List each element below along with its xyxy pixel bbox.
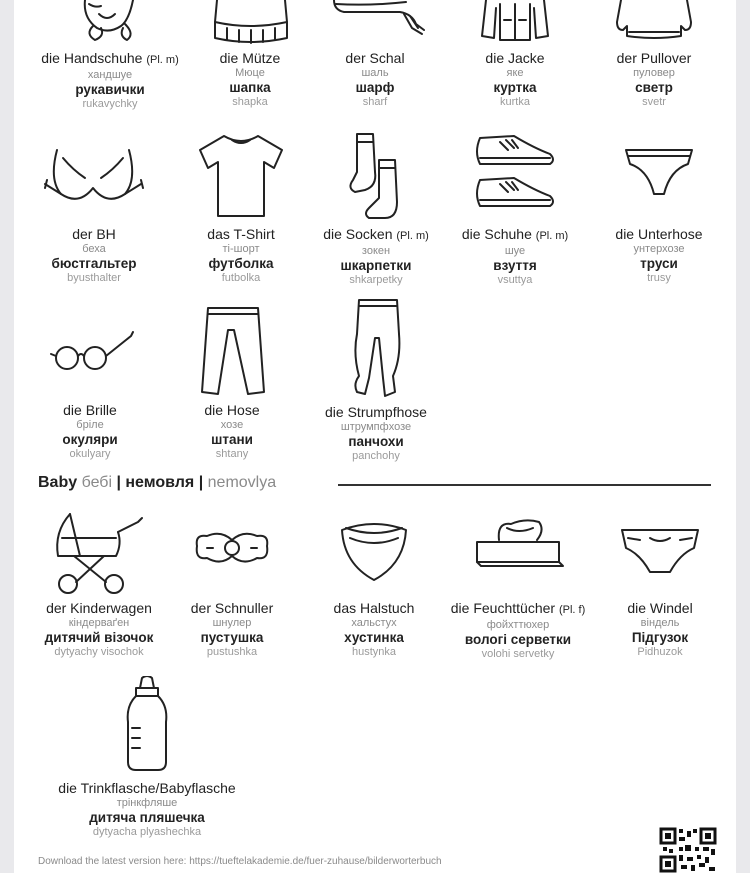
trousers-icon: [178, 306, 286, 402]
ukrainian-word: окуляри: [62, 432, 118, 447]
item-shoes: [450, 132, 580, 287]
transcription: хозе: [220, 419, 244, 431]
glasses-icon: [35, 318, 145, 402]
german-word: die Windel: [627, 600, 693, 616]
gloves-icon: [55, 0, 165, 50]
german-word: der Pullover: [616, 50, 692, 66]
german-word: der BH: [72, 226, 116, 242]
transcription: фойхттюхер: [486, 619, 550, 631]
item-sweater: [590, 0, 718, 109]
transliteration: byusthalter: [67, 272, 121, 284]
transliteration: okulyary: [69, 448, 111, 460]
german-word: die Brille: [63, 402, 117, 418]
transcription: шаль: [361, 67, 389, 79]
transcription: шнулер: [212, 617, 252, 629]
bra-icon: [39, 140, 149, 226]
transliteration: pustushka: [206, 646, 258, 658]
jacket-icon: [460, 0, 570, 50]
ukrainian-word: труси: [640, 256, 678, 271]
item-trousers: [178, 306, 286, 461]
section-separator: |: [116, 474, 121, 491]
german-word: die Hose: [204, 402, 260, 418]
transcription: штрумпфхозе: [340, 421, 412, 433]
socks-icon: [321, 132, 431, 226]
transcription: хальстух: [351, 617, 397, 629]
section-ukrainian: немовля: [125, 474, 195, 491]
bib-scarf-icon: [320, 508, 428, 600]
german-word: die Feuchttücher (Pl. f): [450, 600, 586, 616]
item-baby-bottle: [36, 676, 258, 839]
german-word: die Trinkflasche/Babyflasche: [58, 780, 236, 796]
transliteration: futbolka: [221, 272, 261, 284]
ukrainian-word: взуття: [493, 258, 537, 273]
german-word: die Unterhose: [615, 226, 703, 242]
beanie-icon: [195, 0, 305, 50]
transliteration: rukavychky: [82, 98, 138, 110]
transcription: шуе: [504, 245, 526, 257]
sweater-icon: [599, 0, 709, 50]
german-word: der Kinderwagen: [46, 600, 152, 616]
transliteration: sharf: [362, 96, 388, 108]
transcription: Мюце: [235, 67, 265, 79]
german-word: die Mütze: [219, 50, 281, 66]
item-beanie: [186, 0, 314, 109]
item-gloves: [22, 0, 198, 111]
item-jacket: [448, 0, 582, 109]
item-neckerchief: [320, 508, 428, 659]
shoes-icon: [460, 132, 570, 226]
ukrainian-word: светр: [635, 80, 673, 95]
transcription: кіндерваґен: [68, 617, 130, 629]
transcription: пуловер: [633, 67, 675, 79]
transliteration: kurtka: [500, 96, 530, 108]
tights-icon: [321, 298, 431, 404]
underpants-icon: [604, 140, 714, 226]
transliteration: svetr: [642, 96, 666, 108]
transcription: віндель: [640, 617, 680, 629]
section-transcription: бебі: [81, 474, 112, 491]
ukrainian-word: шарф: [355, 80, 395, 95]
german-word: das T-Shirt: [207, 226, 275, 242]
transliteration: dytyacha plyashechka: [92, 826, 202, 838]
ukrainian-word: пустушка: [200, 630, 264, 645]
transliteration: shtany: [215, 448, 249, 460]
ukrainian-word: Підгузок: [631, 630, 689, 645]
transcription: яке: [506, 67, 524, 79]
transcription: зокен: [361, 245, 391, 257]
item-wet-wipes: [438, 508, 598, 661]
pacifier-icon: [177, 508, 287, 600]
ukrainian-word: дитяча пляшечка: [89, 810, 205, 825]
item-glasses: [26, 318, 154, 461]
ukrainian-word: штани: [211, 432, 253, 447]
transcription: беха: [82, 243, 106, 255]
baby-bottle-icon: [92, 676, 202, 780]
section-heading-baby: [38, 474, 276, 492]
transliteration: vsuttya: [497, 274, 533, 286]
item-pacifier: [174, 508, 290, 659]
ukrainian-word: бюстгальтер: [51, 256, 137, 271]
ukrainian-word: панчохи: [348, 434, 404, 449]
german-word: der Schnuller: [190, 600, 274, 616]
section-divider: [338, 484, 711, 486]
german-word: das Halstuch: [333, 600, 415, 616]
transliteration: panchohy: [352, 450, 400, 462]
ukrainian-word: шкарпетки: [340, 258, 412, 273]
ukrainian-word: дитячий візочок: [44, 630, 154, 645]
german-word: die Strumpfhose: [325, 404, 427, 420]
section-transliteration: nemovlya: [207, 474, 277, 491]
german-word: der Schal: [345, 50, 405, 66]
qr-code-icon[interactable]: [659, 827, 717, 873]
transcription: хандшуе: [87, 69, 133, 81]
transcription: ті-шорт: [222, 243, 260, 255]
dictionary-page: [14, 0, 736, 873]
item-stroller: [30, 508, 168, 659]
wipes-icon: [463, 508, 573, 600]
transliteration: volohi servetky: [481, 648, 555, 660]
item-bra: [22, 140, 166, 285]
item-underpants: [596, 140, 722, 285]
ukrainian-word: шапка: [229, 80, 271, 95]
item-diaper: [608, 508, 712, 659]
german-word: die Jacke: [485, 50, 545, 66]
stroller-icon: [44, 508, 154, 600]
transliteration: dytyachy visochok: [54, 646, 144, 658]
item-socks: [310, 132, 442, 287]
ukrainian-word: хустинка: [344, 630, 404, 645]
transliteration: Pidhuzok: [637, 646, 683, 658]
section-german: Baby: [38, 474, 78, 491]
ukrainian-word: рукавички: [75, 82, 145, 97]
transliteration: shapka: [232, 96, 268, 108]
item-tights: [310, 298, 442, 463]
section-separator: |: [198, 474, 204, 491]
scarf-icon: [320, 0, 430, 50]
german-word: die Handschuhe (Pl. m): [41, 50, 179, 66]
transliteration: trusy: [647, 272, 671, 284]
german-word: die Socken (Pl. m): [323, 226, 429, 242]
transliteration: shkarpetky: [349, 274, 403, 286]
item-scarf: [310, 0, 440, 109]
diaper-icon: [608, 508, 712, 600]
transcription: трінкфляше: [116, 797, 178, 809]
download-link-text[interactable]: Download the latest version here: https://tueftelakademie.de/fuer-zuhause/bilderworterbuch: [38, 856, 442, 867]
item-tshirt: [176, 132, 306, 285]
ukrainian-word: куртка: [493, 80, 537, 95]
transliteration: hustynka: [351, 646, 397, 658]
tshirt-icon: [186, 132, 296, 226]
transcription: унтерхозе: [633, 243, 685, 255]
transcription: бріле: [76, 419, 104, 431]
ukrainian-word: вологі серветки: [464, 632, 572, 647]
german-word: die Schuhe (Pl. m): [461, 226, 569, 242]
ukrainian-word: футболка: [208, 256, 274, 271]
